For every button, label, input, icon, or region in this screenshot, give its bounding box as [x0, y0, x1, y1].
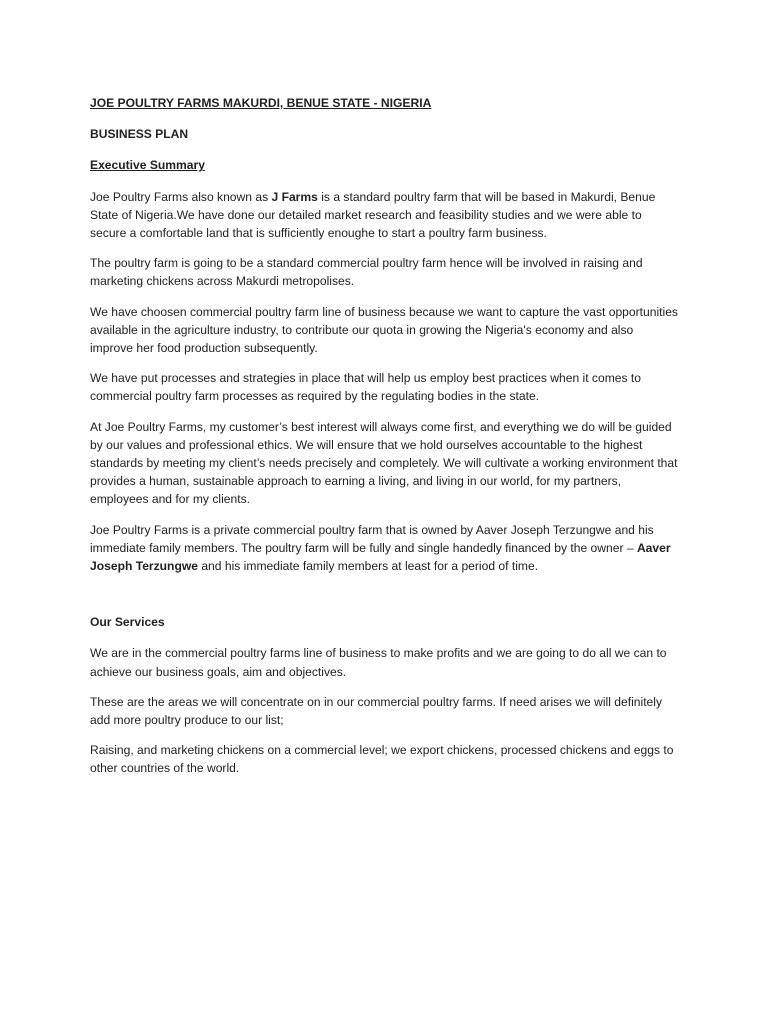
paragraph-services-goals: We are in the commercial poultry farms line of business to make profits and we are going to do all we can to achieve our business goals, aim and objectives.: [90, 646, 667, 679]
paragraph-intro-bold: J Farms: [271, 189, 318, 204]
section-heading-executive-summary: Executive Summary: [90, 158, 205, 173]
document-subtitle: BUSINESS PLAN: [90, 127, 189, 142]
paragraph-intro-text-b: is a standard poultry farm that will be based in Makurdi, Benue State of Nigeria.We have done our detailed market research and feasibility studies and we were able to secure a comfortable land that is sufficiently enoughe to start a poultry farm business.: [90, 189, 656, 241]
paragraph-farm-type: The poultry farm is going to be a standard commercial poultry farm hence will be involved in raising and marketing chickens across Makurdi metropolises.: [90, 256, 643, 289]
paragraph-intro: [90, 188, 678, 243]
paragraph-ownership: [90, 521, 678, 576]
paragraph-ownership-text-a: Joe Poultry Farms is a private commercial poultry farm that is owned by Aaver Joseph Terzungwe and his immediate family members. The poultry farm will be fully and single handedly financed by the owner –: [90, 522, 654, 555]
spacer: [90, 587, 678, 613]
paragraph-services-export: Raising, and marketing chickens on a commercial level; we export chickens, processed chickens and eggs to other countries of the world.: [90, 743, 674, 776]
document-title: JOE POULTRY FARMS MAKURDI, BENUE STATE - NIGERIA: [90, 96, 432, 110]
paragraph-values: At Joe Poultry Farms, my customer’s best interest will always come first, and everything we do will be guided by our values and professional ethics. We will ensure that we hold ourselves accountable to the highest standards by meeting my client’s needs precisely and completely. We will cultivate a working environment that provides a human, sustainable approach to earning a living, and living in our world, for my partners, employees and for my clients.: [90, 419, 678, 507]
section-heading-our-services: Our Services: [90, 615, 165, 630]
paragraph-processes: We have put processes and strategies in place that will help us employ best practices when it comes to commercial poultry farm processes as required by the regulating bodies in the state.: [90, 371, 641, 404]
paragraph-line-of-business: We have choosen commercial poultry farm line of business because we want to capture the vast opportunities available in the agriculture industry, to contribute our quota in growing the Nigeria's economy and also improve her food production subsequently.: [90, 304, 678, 356]
paragraph-intro-text-a: Joe Poultry Farms also known as: [90, 189, 272, 204]
paragraph-ownership-text-b: and his immediate family members at least for a period of time.: [197, 559, 539, 574]
paragraph-services-areas: These are the areas we will concentrate on in our commercial poultry farms. If need arises we will definitely add more poultry produce to our list;: [90, 694, 663, 728]
paragraph-ownership-bold: Aaver Joseph Terzungwe: [90, 540, 671, 574]
